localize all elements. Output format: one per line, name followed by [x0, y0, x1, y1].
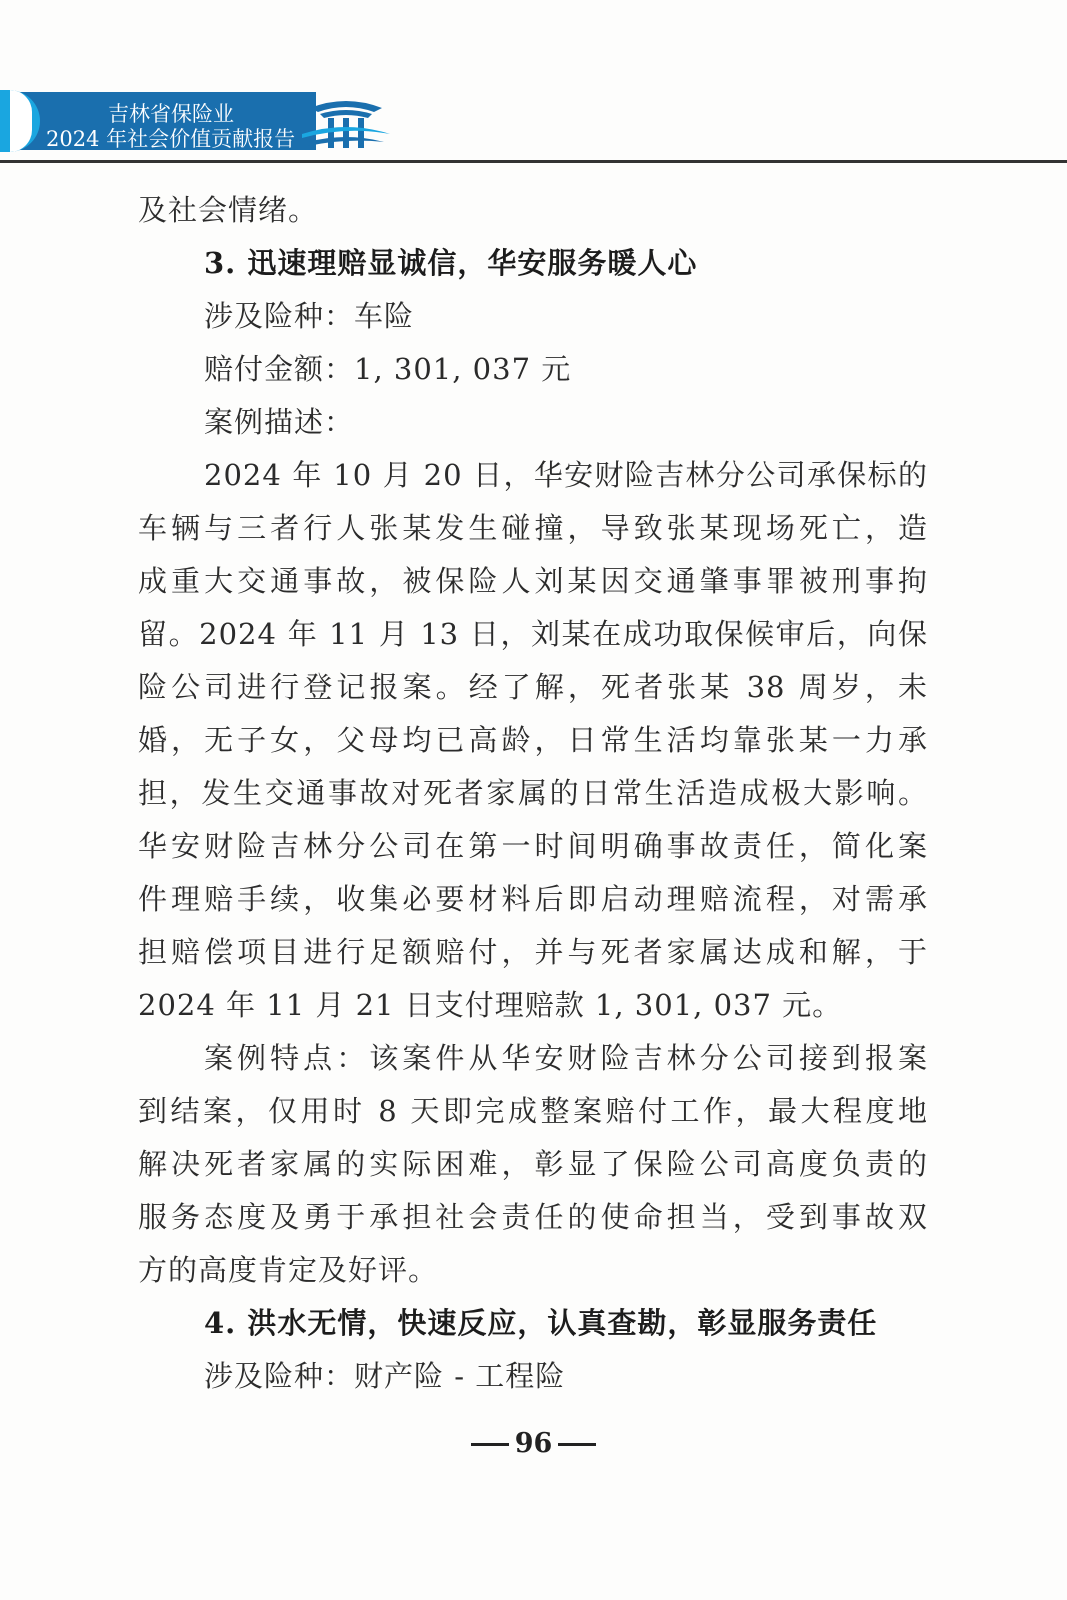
header-rule — [0, 160, 1067, 163]
header-title-line2: 2024 年社会价值贡献报告 — [46, 127, 296, 151]
feature-line: 方的高度肯定及好评。 — [138, 1253, 439, 1287]
feature-line: 解决死者家属的实际困难，彰显了保险公司高度负责的 — [138, 1147, 928, 1181]
desc-line: 险公司进行登记报案。经了解，死者张某 38 周岁，未 — [138, 670, 928, 704]
desc-line: 婚，无子女，父母均已高龄，日常生活均靠张某一力承 — [138, 723, 928, 757]
pavilion-logo-icon — [300, 90, 392, 156]
case-4-insurance-type: 涉及险种：财产险 - 工程险 — [204, 1359, 566, 1393]
feature-line: 服务态度及勇于承担社会责任的使命担当，受到事故双 — [138, 1200, 928, 1234]
desc-line: 担，发生交通事故对死者家属的日常生活造成极大影响。 — [138, 776, 928, 810]
desc-line: 2024 年 10 月 20 日，华安财险吉林分公司承保标的 — [204, 458, 928, 492]
case-3-desc-label: 案例描述： — [204, 405, 355, 439]
desc-line: 2024 年 11 月 21 日支付理赔款 1, 301, 037 元。 — [138, 988, 843, 1022]
page-number-value: 96 — [514, 1428, 553, 1459]
desc-line: 华安财险吉林分公司在第一时间明确事故责任，简化案 — [138, 829, 928, 863]
desc-line: 成重大交通事故，被保险人刘某因交通肇事罪被刑事拘 — [138, 564, 928, 598]
case-4-heading: 4. 洪水无情，快速反应，认真查勘，彰显服务责任 — [204, 1306, 878, 1340]
paragraph-tail: 及社会情绪。 — [138, 193, 319, 227]
header-title-line1: 吉林省保险业 — [108, 102, 234, 126]
desc-line: 件理赔手续，收集必要材料后即启动理赔流程，对需承 — [138, 882, 928, 916]
page-number-dash-left — [471, 1443, 509, 1446]
feature-line: 到结案，仅用时 8 天即完成整案赔付工作，最大程度地 — [138, 1094, 928, 1128]
case-3-heading: 3. 迅速理赔显诚信，华安服务暖人心 — [204, 246, 698, 280]
page-body — [138, 184, 928, 1403]
feature-line: 案例特点：该案件从华安财险吉林分公司接到报案 — [204, 1041, 928, 1075]
desc-line: 担赔偿项目进行足额赔付，并与死者家属达成和解，于 — [138, 935, 928, 969]
page-number — [0, 1428, 1067, 1459]
case-3-insurance-type: 涉及险种：车险 — [204, 299, 415, 333]
page-number-dash-right — [558, 1443, 596, 1446]
case-3-amount: 赔付金额：1, 301, 037 元 — [204, 352, 572, 386]
desc-line: 留。2024 年 11 月 13 日，刘某在成功取保候审后，向保 — [138, 617, 928, 651]
desc-line: 车辆与三者行人张某发生碰撞，导致张某现场死亡，造 — [138, 511, 928, 545]
page-header — [0, 90, 1067, 166]
